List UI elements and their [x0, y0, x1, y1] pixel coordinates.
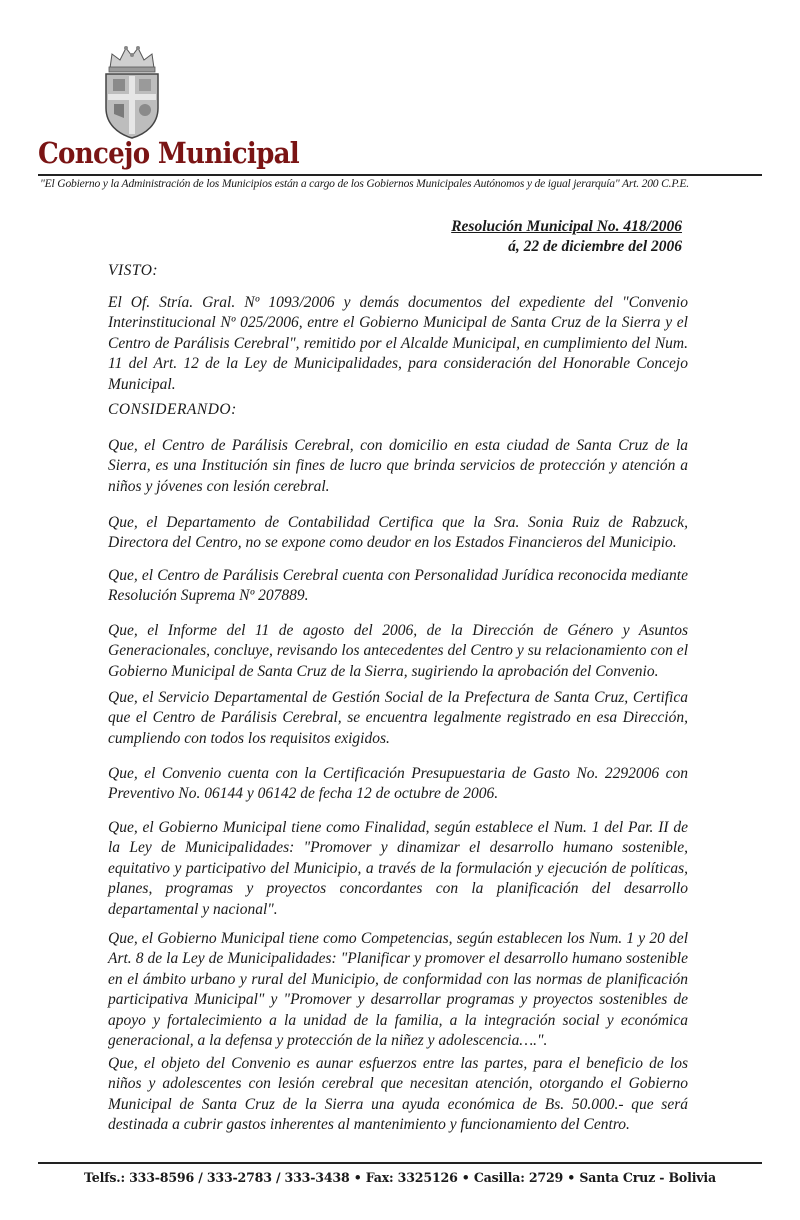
considerando-paragraph: Que, el Convenio cuenta con la Certificación Presupuestaria de Gasto No. 2292006 con Preventivo No. 06144 y 06142 de fecha 12 de octubre de 2006. [108, 765, 688, 803]
considerando-paragraph: Que, el Gobierno Municipal tiene como Finalidad, según establece el Num. 1 del Par. II de la Ley de Municipalidades: "Promover y dinamizar el desarrollo humano sostenible, equitativo y participativo del Municipio, a través de la formulación y ejecución de políticas, planes, programas y proyectos concordantes con la planificación del desarrollo departamental y nacional". [108, 819, 688, 918]
motto: "El Gobierno y la Administración de los Municipios están a cargo de los Gobiernos Municipales Autónomos y de igual jerarquía" Art. 200 C.P.E. [40, 177, 689, 190]
considerando-paragraph: Que, el objeto del Convenio es aunar esfuerzos entre las partes, para el beneficio de los niños y adolescentes con lesión cerebral que necesitan atención, otorgando el Gobierno Municipal de Santa Cruz de la Sierra una ayuda económica de Bs. 50.000.- que será destinada a cubrir gastos inherentes al mantenimiento y funcionamiento del Centro. [108, 1055, 688, 1134]
visto-paragraph: El Of. Stría. Gral. Nº 1093/2006 y demás documentos del expediente del "Convenio Interinstitucional Nº 025/2006, entre el Gobierno Municipal de Santa Cruz de la Sierra y el Centro de Parálisis Cerebral", remitido por el Alcalde Municipal, en cumplimiento del Num. 11 del Art. 12 de la Ley de Municipalidades, para consideración del Honorable Concejo Municipal. [108, 294, 688, 393]
considerando-paragraph: Que, el Centro de Parálisis Cerebral, con domicilio en esta ciudad de Santa Cruz de la Sierra, es una Institución sin fines de lucro que brinda servicios de protección y atención a niños y jóvenes con lesión cerebral. [108, 437, 688, 495]
considerando-paragraph: Que, el Gobierno Municipal tiene como Competencias, según establecen los Num. 1 y 20 del Art. 8 de la Ley de Municipalidades: "Planificar y promover el desarrollo humano sostenible en el ámbito urbano y rural del Municipio, de conformidad con las normas de planificación participativa Municipal" y "Promover y desarrollar programas y proyectos sostenibles de apoyo y fortalecimiento a la unidad de la familia, a la integración social y económica generacional, a la defensa y protección de la niñez y adolescencia….". [108, 930, 688, 1050]
considerando-paragraph: Que, el Informe del 11 de agosto del 2006, de la Dirección de Género y Asuntos Generacionales, concluye, revisando los antecedentes del Centro y su relacionamiento con el Gobierno Municipal de Santa Cruz de la Sierra, sugiriendo la aprobación del Convenio. [108, 622, 688, 680]
considerando-paragraph: Que, el Centro de Parálisis Cerebral cuenta con Personalidad Jurídica reconocida mediante Resolución Suprema Nº 207889. [108, 567, 688, 605]
resolution-title: Resolución Municipal No. 418/2006 [451, 218, 682, 235]
considerando-paragraph: Que, el Departamento de Contabilidad Certifica que la Sra. Sonia Ruiz de Rabzuck, Directora del Centro, no se expone como deudor en los Estados Financieros del Municipio. [108, 514, 688, 552]
considerando-paragraph: Que, el Servicio Departamental de Gestión Social de la Prefectura de Santa Cruz, Certifica que el Centro de Parálisis Cerebral, se encuentra legalmente registrado en esa Dirección, cumpliendo con todos los requisitos exigidos. [108, 689, 688, 747]
header-divider [38, 174, 762, 176]
resolution-date: á, 22 de diciembre del 2006 [508, 238, 682, 255]
footer-divider [38, 1162, 762, 1164]
footer-contact: Telfs.: 333-8596 / 333-2783 / 333-3438 • Fax: 3325126 • Casilla: 2729 • Santa Cruz - Bolivia [84, 1170, 716, 1185]
organization-name: Concejo Municipal [38, 136, 299, 170]
municipal-crest-icon [100, 42, 164, 142]
visto-heading: VISTO: [108, 262, 159, 279]
considerando-heading: CONSIDERANDO: [108, 401, 237, 418]
